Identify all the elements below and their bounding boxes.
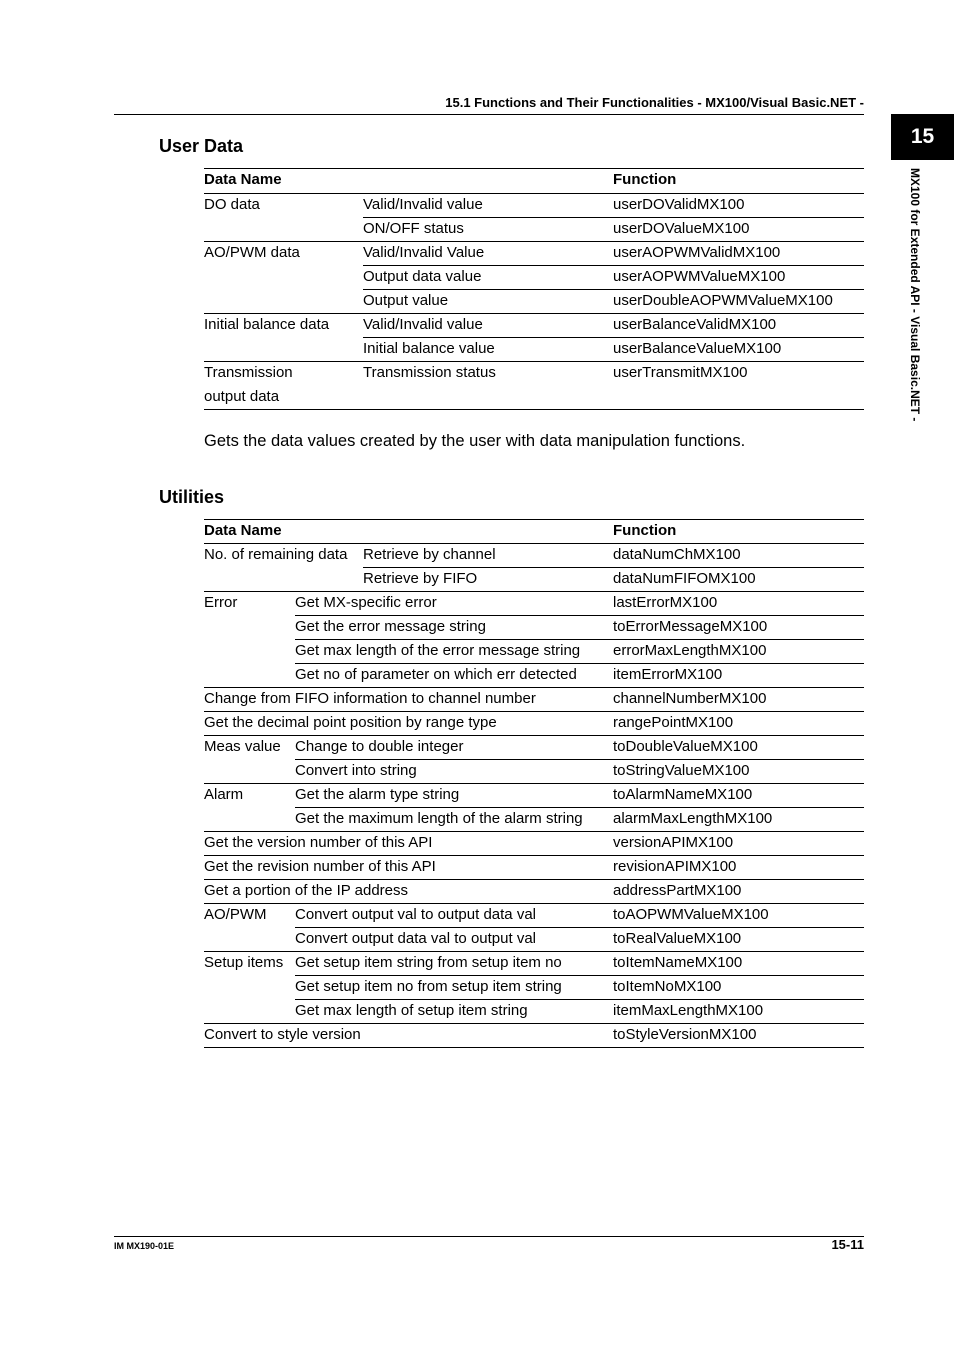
function-name-cell: dataNumChMX100 bbox=[613, 546, 741, 563]
data-name-cell: Change from FIFO information to channel number bbox=[204, 690, 536, 707]
table-row-rule bbox=[204, 409, 864, 410]
document-id: IM MX190-01E bbox=[114, 1241, 175, 1251]
column-header-data-name: Data Name bbox=[204, 522, 282, 539]
data-name-cell: DO data bbox=[204, 196, 260, 213]
table-row-rule bbox=[204, 361, 864, 362]
data-item-cell: Retrieve by FIFO bbox=[363, 570, 478, 587]
data-item-cell: ON/OFF status bbox=[363, 220, 464, 237]
table-row-rule bbox=[204, 1047, 864, 1048]
header-rule bbox=[204, 193, 864, 194]
data-name-cell: Get a portion of the IP address bbox=[204, 882, 409, 899]
data-name-cell: Error bbox=[204, 594, 238, 611]
data-item-cell: Convert into string bbox=[295, 762, 417, 779]
function-name-cell: lastErrorMX100 bbox=[613, 594, 718, 611]
data-item-cell: Get the error message string bbox=[295, 618, 486, 635]
table-top-rule bbox=[204, 168, 864, 169]
data-item-cell: Get the maximum length of the alarm string bbox=[295, 810, 583, 827]
data-item-cell: Initial balance value bbox=[363, 340, 495, 357]
data-item-cell: Valid/Invalid value bbox=[363, 196, 483, 213]
function-name-cell: toAlarmNameMX100 bbox=[613, 786, 753, 803]
page-number: 15-11 bbox=[831, 1237, 864, 1252]
column-header-function: Function bbox=[613, 171, 677, 188]
data-name-cell: AO/PWM bbox=[204, 906, 267, 923]
data-name-cell: Alarm bbox=[204, 786, 244, 803]
function-name-cell: userAOPWMValidMX100 bbox=[613, 244, 781, 261]
running-header: 15.1 Functions and Their Functionalities - MX100/Visual Basic.NET - bbox=[445, 95, 864, 110]
data-name-cell: Convert to style version bbox=[204, 1026, 361, 1043]
function-name-cell: toItemNameMX100 bbox=[613, 954, 743, 971]
data-item-cell: Get MX-specific error bbox=[295, 594, 437, 611]
data-item-cell: Get setup item string from setup item no bbox=[295, 954, 562, 971]
user-data-description: Gets the data values created by the user with data manipulation functions. bbox=[204, 432, 746, 450]
data-item-cell: Transmission status bbox=[363, 364, 496, 381]
data-name-cell: Initial balance data bbox=[204, 316, 330, 333]
function-name-cell: channelNumberMX100 bbox=[613, 690, 767, 707]
function-name-cell: rangePointMX100 bbox=[613, 714, 734, 731]
function-name-cell: addressPartMX100 bbox=[613, 882, 742, 899]
function-name-cell: userBalanceValueMX100 bbox=[613, 340, 782, 357]
data-name-cell: AO/PWM data bbox=[204, 244, 300, 261]
function-name-cell: versionAPIMX100 bbox=[613, 834, 734, 851]
data-name-cell: Get the version number of this API bbox=[204, 834, 433, 851]
header-rule bbox=[114, 114, 864, 115]
function-name-cell: alarmMaxLengthMX100 bbox=[613, 810, 773, 827]
function-name-cell: userBalanceValidMX100 bbox=[613, 316, 777, 333]
data-item-cell: Get setup item no from setup item string bbox=[295, 978, 562, 995]
function-name-cell: itemErrorMX100 bbox=[613, 666, 723, 683]
function-name-cell: userDoubleAOPWMValueMX100 bbox=[613, 292, 833, 309]
side-chapter-label: MX100 for Extended API - Visual Basic.NET - bbox=[908, 168, 922, 422]
data-item-cell: Convert output val to output data val bbox=[295, 906, 536, 923]
function-name-cell: toAOPWMValueMX100 bbox=[613, 906, 769, 923]
table-top-rule bbox=[204, 519, 864, 520]
data-item-cell: Output value bbox=[363, 292, 449, 309]
data-name-cell: Meas value bbox=[204, 738, 281, 755]
function-name-cell: toDoubleValueMX100 bbox=[613, 738, 758, 755]
data-item-cell: Convert output data val to output val bbox=[295, 930, 536, 947]
data-item-cell: Get the alarm type string bbox=[295, 786, 460, 803]
function-name-cell: toErrorMessageMX100 bbox=[613, 618, 768, 635]
function-name-cell: toStringValueMX100 bbox=[613, 762, 750, 779]
data-name-cell: No. of remaining data bbox=[204, 546, 348, 563]
data-item-cell: Change to double integer bbox=[295, 738, 464, 755]
function-name-cell: toStyleVersionMX100 bbox=[613, 1026, 757, 1043]
function-name-cell: errorMaxLengthMX100 bbox=[613, 642, 767, 659]
column-header-function: Function bbox=[613, 522, 677, 539]
function-name-cell: revisionAPIMX100 bbox=[613, 858, 737, 875]
data-item-cell: Output data value bbox=[363, 268, 482, 285]
function-name-cell: toItemNoMX100 bbox=[613, 978, 722, 995]
data-item-cell: Get no of parameter on which err detected bbox=[295, 666, 577, 683]
function-name-cell: toRealValueMX100 bbox=[613, 930, 742, 947]
data-name-cell: Get the revision number of this API bbox=[204, 858, 436, 875]
function-name-cell: itemMaxLengthMX100 bbox=[613, 1002, 764, 1019]
data-name-cell: Transmission bbox=[204, 364, 293, 381]
utilities-title: Utilities bbox=[159, 487, 225, 507]
data-name-cell: output data bbox=[204, 388, 280, 405]
data-name-cell: Get the decimal point position by range type bbox=[204, 714, 497, 731]
data-item-cell: Get max length of the error message string bbox=[295, 642, 581, 659]
function-name-cell: userDOValueMX100 bbox=[613, 220, 750, 237]
data-name-cell: Setup items bbox=[204, 954, 284, 971]
chapter-tab: 15 bbox=[891, 114, 954, 160]
function-name-cell: userDOValidMX100 bbox=[613, 196, 745, 213]
footer-rule bbox=[114, 1236, 864, 1237]
function-name-cell: userTransmitMX100 bbox=[613, 364, 748, 381]
function-name-cell: dataNumFIFOMX100 bbox=[613, 570, 756, 587]
data-item-cell: Get max length of setup item string bbox=[295, 1002, 528, 1019]
user-data-title: User Data bbox=[159, 136, 244, 156]
data-item-cell: Valid/Invalid value bbox=[363, 316, 483, 333]
data-item-cell: Valid/Invalid Value bbox=[363, 244, 485, 261]
data-item-cell: Retrieve by channel bbox=[363, 546, 496, 563]
column-header-data-name: Data Name bbox=[204, 171, 282, 188]
function-name-cell: userAOPWMValueMX100 bbox=[613, 268, 786, 285]
